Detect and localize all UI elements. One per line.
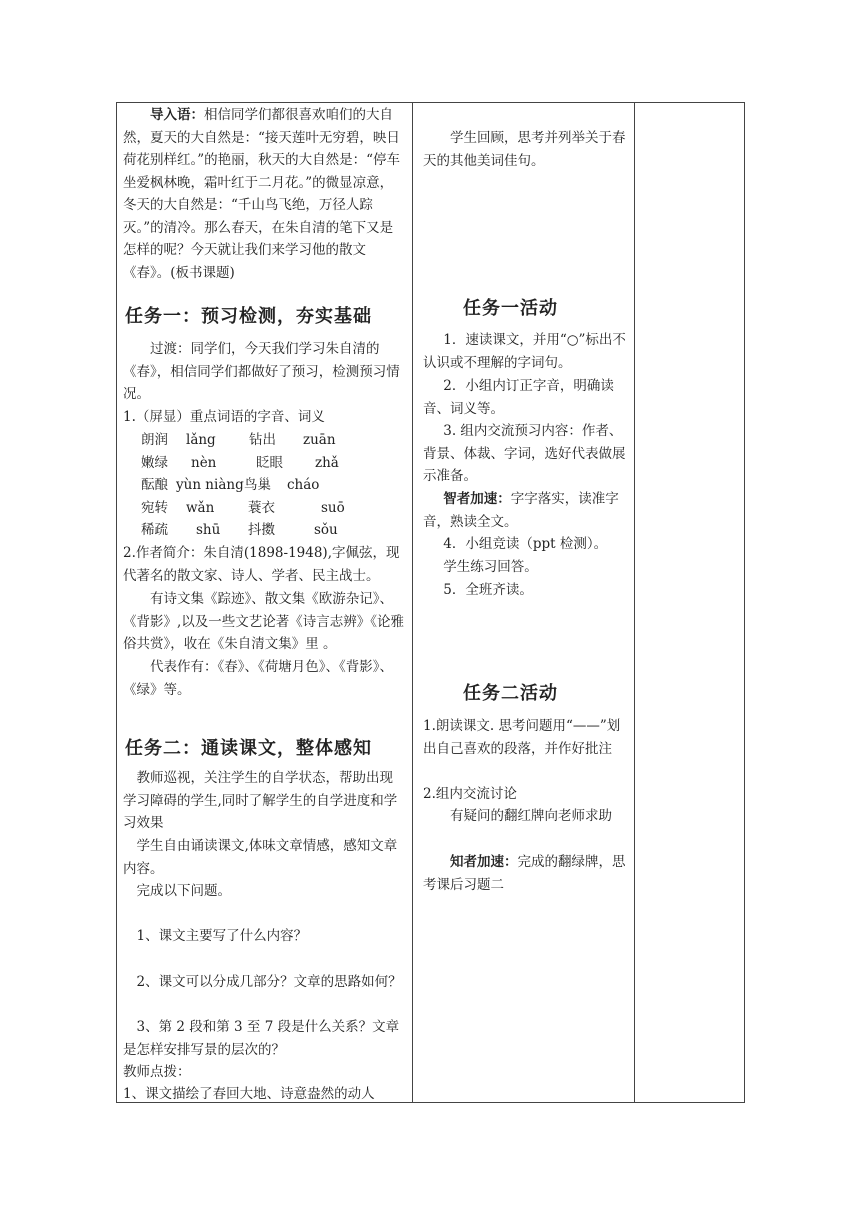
task1-activity-heading: 任务一活动 bbox=[463, 298, 558, 319]
vocab-word: 酝酿 bbox=[141, 477, 168, 493]
smart-text: 字字落实，读准字音，熟读全文。 bbox=[423, 491, 619, 530]
vocab-pinyin: lǎng bbox=[186, 432, 216, 448]
vocab-pinyin: shū bbox=[196, 522, 221, 538]
question-2: 2、课文可以分成几部分？文章的思路如何？ bbox=[136, 974, 402, 990]
teacher-hint-label: 教师点拨： bbox=[123, 1064, 191, 1080]
review-text: 学生回顾，思考并列举关于春天的其他美词佳句。 bbox=[423, 130, 626, 169]
smart-label: 智者加速： bbox=[443, 491, 511, 507]
column-divider bbox=[412, 103, 413, 1102]
task2-activity-1: 1.朗读课文. 思考问题用“——”划出自己喜欢的段落，并作好批注 bbox=[423, 718, 621, 757]
notes-column bbox=[637, 103, 745, 1102]
task1-activity-5: 5．全班齐读。 bbox=[443, 582, 533, 598]
vocab-word: 钻出 bbox=[249, 432, 276, 448]
question-1: 1、课文主要写了什么内容？ bbox=[136, 928, 308, 944]
vocab-pinyin: suō bbox=[321, 500, 345, 516]
student-read-text: 学生自由诵读课文,体味文章情感，感知文章内容。 bbox=[123, 838, 398, 877]
teacher-activity-column bbox=[119, 103, 408, 1102]
vocab-word: 宛转 bbox=[141, 500, 168, 516]
task1-activity-4: 4．小组竞读（ppt 检测）。 bbox=[443, 536, 608, 552]
transition-text: 过渡：同学们，今天我们学习朱自清的《春》，相信同学们都做好了预习，检测预习情况。 bbox=[123, 341, 400, 402]
representative-works: 代表作有：《春》、《荷塘月色》、《背影》、《绿》等。 bbox=[123, 659, 393, 698]
intro-paragraph bbox=[123, 104, 406, 284]
vocab-pinyin: cháo bbox=[287, 477, 320, 493]
author-works: 有诗文集《踪迹》、散文集《欧游杂记》、《背影》,以及一些文艺论著《诗言志辨》《论雅俗共赏》，收在《朱自清文集》里 。 bbox=[123, 591, 405, 652]
task1-activity-3: 3. 组内交流预习内容：作者、背景、体裁、字词，选好代表做展示准备。 bbox=[423, 423, 626, 484]
know-label: 知者加速： bbox=[450, 854, 518, 870]
column-divider bbox=[634, 103, 635, 1102]
vocab-title: 1.（屏显）重点词语的字音、词义 bbox=[123, 409, 325, 425]
complete-instruction: 完成以下问题。 bbox=[136, 883, 231, 899]
vocab-word: 鸟巢 bbox=[244, 477, 271, 493]
author-intro: 2.作者简介：朱自清(1898-1948),字佩弦，现代著名的散文家、诗人、学者、民主战士。 bbox=[123, 545, 400, 584]
task1-activity-1: 1．速读课文，并用“○”标出不认识或不理解的字词句。 bbox=[423, 332, 626, 371]
vocab-word: 稀疏 bbox=[141, 522, 168, 538]
know-accelerate bbox=[423, 851, 631, 896]
vocab-pinyin: sǒu bbox=[314, 522, 338, 538]
intro-label: 导入语： bbox=[150, 107, 204, 123]
vocab-word: 蓑衣 bbox=[248, 500, 275, 516]
task1-heading: 任务一：预习检测，夯实基础 bbox=[125, 306, 372, 327]
vocab-pinyin: wǎn bbox=[186, 500, 215, 516]
vocab-word: 朗润 bbox=[141, 432, 168, 448]
vocab-pinyin: yùn niàng bbox=[176, 477, 244, 493]
vocab-word: 眨眼 bbox=[256, 455, 283, 471]
student-activity-column bbox=[419, 103, 633, 1102]
task2-activity-2b: 有疑问的翻红牌向老师求助 bbox=[450, 808, 612, 824]
task1-activity-4b: 学生练习回答。 bbox=[443, 559, 538, 575]
intro-text: 相信同学们都很喜欢咱们的大自然，夏天的大自然是：“接天莲叶无穷碧，映日荷花别样红。”的艳丽，秋天的大自然是：“停车坐爱枫林晚，霜叶红于二月花。”的微显凉意，冬天的大自然是：“千山鸟飞绝，万径人踪灭。”的清冷。那么春天，在朱自清的笔下又是怎样的呢？今天就让我们来学习他的散文《春》。(板书课题) bbox=[123, 107, 401, 281]
vocab-pinyin: zhǎ bbox=[315, 455, 339, 471]
vocab-pinyin: zuān bbox=[303, 432, 336, 448]
task2-heading: 任务二：通读课文，整体感知 bbox=[125, 738, 372, 759]
question-3: 3、第 2 段和第 3 至 7 段是什么关系？文章是怎样安排写景的层次的？ bbox=[123, 1019, 400, 1058]
task1-activity-2: 2．小组内订正字音，明确读音、词义等。 bbox=[423, 378, 614, 417]
task2-activity-2: 2.组内交流讨论 bbox=[423, 786, 517, 802]
vocab-word: 嫩绿 bbox=[141, 455, 168, 471]
vocab-word: 抖擞 bbox=[248, 522, 275, 538]
teacher-patrol-text: 教师巡视，关注学生的自学状态，帮助出现学习障碍的学生,同时了解学生的自学进度和学习效果 bbox=[123, 770, 398, 831]
lesson-plan-table bbox=[116, 102, 745, 1103]
task2-activity-heading: 任务二活动 bbox=[463, 683, 558, 704]
answer-1: 1、课文描绘了春回大地、诗意盎然的动人 bbox=[123, 1086, 375, 1102]
vocab-pinyin: nèn bbox=[191, 455, 217, 471]
smart-accelerate bbox=[423, 488, 631, 533]
know-text: 完成的翻绿牌，思考课后习题二 bbox=[423, 854, 626, 893]
